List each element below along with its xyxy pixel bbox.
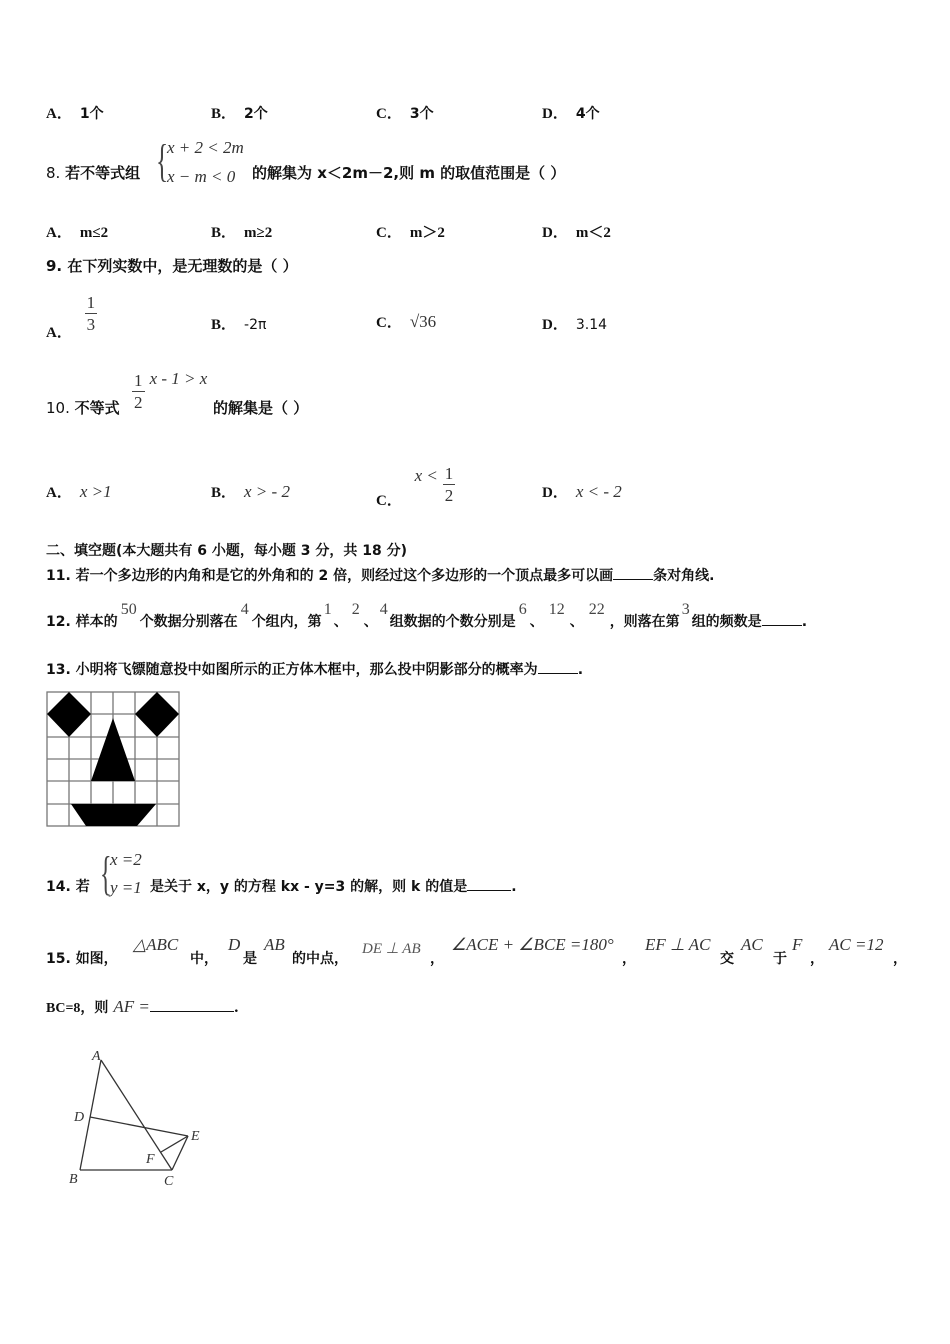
- q9-option-d: [542, 313, 607, 334]
- q15-text: 中，: [190, 951, 218, 967]
- option-label: B．: [211, 317, 237, 333]
- fraction: [132, 372, 145, 411]
- q7-option-c: [376, 102, 434, 123]
- group-3: 3: [681, 601, 690, 618]
- option-label: B．: [211, 485, 237, 501]
- comma: ，: [893, 951, 907, 967]
- q12-text: 组的频数是: [691, 614, 762, 630]
- fraction-denominator: 3: [86, 315, 96, 334]
- triangle-geometry-figure: [55, 1040, 225, 1190]
- question-number: 10.: [46, 399, 70, 417]
- separator: 、: [333, 614, 348, 630]
- math-af: AF =: [113, 997, 150, 1016]
- q10-expression: [132, 369, 208, 412]
- option-label: D．: [542, 106, 568, 122]
- separator: 、: [569, 614, 584, 630]
- q12-text: 个数据分别落在: [139, 614, 238, 630]
- option-text: 3.14: [575, 317, 608, 333]
- option-text: 2个: [244, 106, 268, 122]
- option-label: B．: [211, 225, 237, 241]
- q8-option-d: [542, 221, 611, 242]
- q9-option-b: [211, 313, 266, 334]
- number-50: 50: [120, 601, 137, 618]
- comma: ，: [430, 951, 444, 967]
- math-ef-perp-ac: EF ⊥ AC: [645, 935, 711, 954]
- math-ac-12: AC =12: [829, 935, 884, 954]
- option-label: B．: [211, 106, 237, 122]
- q8-system-line1: x + 2 < 2m: [167, 138, 244, 157]
- q14-suffix: [150, 876, 517, 896]
- label-f: F: [146, 1152, 155, 1167]
- q10-option-d: [542, 481, 622, 502]
- q10-suffix: 的解集是（ ）: [213, 399, 309, 417]
- option-label: A．: [46, 485, 72, 501]
- option-label: C．: [376, 106, 402, 122]
- group-4: 4: [379, 601, 388, 618]
- option-label: C．: [376, 492, 402, 509]
- option-label: D．: [542, 317, 568, 333]
- q7-option-a: [46, 102, 104, 123]
- fraction-numerator: 1: [444, 464, 454, 483]
- group-1: 1: [323, 601, 332, 618]
- q7-option-d: [542, 102, 600, 123]
- q10-prefix: [46, 397, 120, 418]
- fraction-denominator: 2: [444, 486, 454, 505]
- answer-blank[interactable]: [467, 876, 511, 891]
- q9-option-a: [46, 288, 97, 341]
- question-11: [46, 565, 715, 585]
- question-12: [46, 601, 808, 631]
- answer-blank[interactable]: [150, 997, 234, 1012]
- period: .: [511, 879, 517, 895]
- option-text: m＜2: [575, 225, 611, 241]
- question-number: 14.: [46, 879, 71, 895]
- q15-text: 的中点，: [292, 951, 348, 967]
- left-brace-icon: {: [100, 847, 112, 900]
- label-a: A: [92, 1049, 101, 1064]
- option-label: C．: [376, 315, 402, 331]
- label-e: E: [191, 1129, 200, 1144]
- option-text: 1个: [79, 106, 104, 122]
- fraction-denominator: 2: [134, 393, 143, 412]
- q11-suffix: 条对角线.: [653, 568, 715, 584]
- number-4: 4: [240, 601, 249, 618]
- math-ac: AC: [741, 935, 763, 954]
- q8-prefix-text: 若不等式组: [65, 164, 141, 182]
- math-d: D: [228, 935, 241, 954]
- option-text: x > - 2: [244, 482, 290, 501]
- left-eye-diamond: [47, 692, 91, 737]
- period: .: [801, 614, 808, 630]
- q11-text: 11. 若一个多边形的内角和是它的外角和的 2 倍，则经过这个多边形的一个顶点最多可以画: [46, 568, 614, 584]
- option-label: A．: [46, 106, 72, 122]
- q12-text: 个组内，第: [251, 614, 322, 630]
- q7-option-b: [211, 102, 268, 123]
- q10-option-b: [211, 481, 290, 502]
- q8-option-b: [211, 221, 272, 242]
- option-label: A．: [46, 225, 72, 241]
- fraction: [85, 294, 98, 333]
- answer-blank[interactable]: [762, 611, 802, 626]
- option-text: x >1: [79, 482, 112, 501]
- option-text: -2π: [244, 317, 267, 333]
- fraction-numerator: 1: [134, 371, 143, 390]
- q15-text: 交: [720, 951, 734, 967]
- q14-prefix: [46, 876, 90, 896]
- dartboard-grid-figure: [45, 690, 181, 830]
- q8-option-a: [46, 221, 108, 242]
- fraction: [443, 465, 456, 504]
- q15-line2: [46, 997, 239, 1017]
- q10-option-a: [46, 481, 112, 502]
- option-text: m＞2: [409, 225, 445, 241]
- separator: 、: [363, 614, 378, 630]
- question-13: [46, 659, 583, 679]
- q14-line1: x =2: [110, 850, 142, 869]
- group-2: 2: [351, 601, 360, 618]
- question-number: 8.: [46, 164, 61, 182]
- math-f: F: [792, 935, 803, 954]
- separator: 、: [529, 614, 544, 630]
- q8-system-line2: x − m < 0: [167, 167, 236, 186]
- q12-text: ，则落在第: [609, 614, 680, 630]
- q15-text: 于: [773, 951, 787, 967]
- q9-text: 9. 在下列实数中，是无理数的是（ ）: [46, 257, 298, 275]
- left-brace-icon: {: [156, 135, 169, 186]
- option-text: 3个: [409, 106, 434, 122]
- q10-prefix-text: 不等式: [74, 399, 120, 417]
- q12-text: 组数据的个数分别是: [389, 614, 516, 630]
- option-text: m≥2: [244, 225, 273, 241]
- comma: ，: [810, 951, 824, 967]
- math-ab: AB: [264, 935, 285, 954]
- math-angle-sum: ∠ACE + ∠BCE =180°: [451, 935, 614, 954]
- mouth-trapezoid: [71, 804, 156, 826]
- q10-option-c: [376, 457, 455, 509]
- answer-blank[interactable]: [613, 565, 653, 580]
- q13-text: 13. 小明将飞镖随意投中如图所示的正方体木框中，那么投中阴影部分的概率为: [46, 662, 538, 678]
- q14-suffix-text: 是关于 x，y 的方程 kx - y=3 的解，则 k 的值是: [150, 879, 468, 895]
- option-text: 4个: [575, 106, 600, 122]
- q8-suffix: 的解集为 x＜2m－2,则 m 的取值范围是（ ）: [252, 164, 566, 182]
- option-label: D．: [542, 225, 568, 241]
- math-de-perp-ab: DE ⊥ AB: [362, 941, 421, 957]
- q8-option-c: [376, 221, 445, 242]
- label-b: B: [69, 1172, 78, 1187]
- right-eye-diamond: [135, 692, 179, 737]
- count-22: 22: [588, 601, 605, 618]
- fraction-numerator: 1: [86, 293, 96, 312]
- q15-line2-prefix: BC=8，则: [46, 1001, 109, 1016]
- question-number: 12.: [46, 614, 71, 630]
- q9-option-c: [376, 311, 436, 332]
- q12-text: 样本的: [75, 614, 118, 630]
- q14-prefix-text: 若: [75, 879, 90, 895]
- q15-text: 如图，: [75, 951, 118, 967]
- comma: ，: [622, 951, 636, 967]
- option-label: A．: [46, 324, 72, 341]
- label-c: C: [164, 1174, 174, 1189]
- period: .: [577, 662, 584, 678]
- label-d: D: [74, 1110, 85, 1125]
- count-12: 12: [548, 601, 565, 618]
- option-text: m≤2: [79, 225, 109, 241]
- count-6: 6: [518, 601, 527, 618]
- option-label: D．: [542, 485, 568, 501]
- nose-triangle: [91, 718, 135, 781]
- question-number: 15.: [46, 951, 71, 967]
- section-heading: 二、填空题(本大题共有 6 小题，每小题 3 分，共 18 分): [46, 543, 408, 559]
- math-triangle-abc: △ABC: [133, 935, 179, 954]
- q15-number: [46, 948, 118, 968]
- q8-prefix: [46, 162, 140, 183]
- option-text: x < - 2: [575, 482, 622, 501]
- option-text: x <: [414, 465, 438, 485]
- period: .: [233, 1000, 239, 1016]
- q14-line2: y =1: [110, 878, 142, 897]
- q15-text: 是: [243, 951, 257, 967]
- option-label: C．: [376, 225, 402, 241]
- option-text: √36: [409, 312, 437, 331]
- answer-blank[interactable]: [538, 659, 578, 674]
- figure-lines: [80, 1060, 188, 1170]
- q10-expression-rest: x - 1 > x: [149, 369, 208, 388]
